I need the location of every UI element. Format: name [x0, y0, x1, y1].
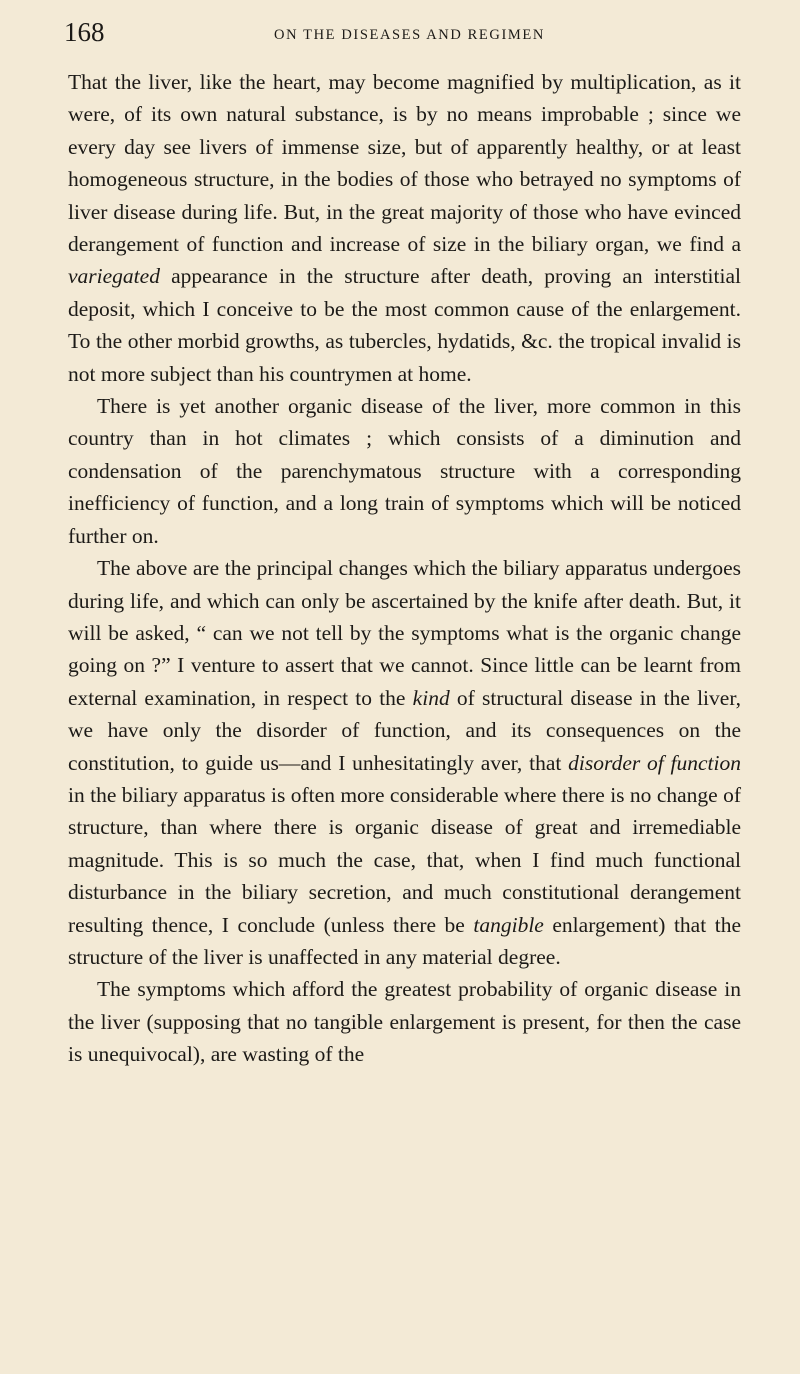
paragraph-text: There is yet another organic disease of the liver, more common in this country than in hot climates ; which consists of a diminution and condensation of the parenchymatous structure with a corresponding inefficiency of function, and a long train of symptoms which will be noticed further on. [68, 394, 741, 548]
paragraph-1 [68, 66, 741, 390]
paragraph-text: in the biliary apparatus is often more considerable where there is no change of structure, than where there is organic disease of great and irremediable magnitude. This is so much the case, that, when I find much functional disturbance in the biliary secretion, and much constitutional derangement resulting thence, I conclude (unless there be [68, 782, 741, 937]
italic-term: variegated [68, 264, 160, 289]
running-title: ON THE DISEASES AND REGIMEN [274, 27, 545, 43]
paragraph-4 [68, 973, 741, 1070]
paragraph-text: The above are the principal changes which the biliary apparatus undergoes during life, and which can only be ascertained by the knife after death. But, it will be asked, “ can we not tell by the symptoms what is the organic change going on ?” I venture to assert that we cannot. Since little can be learnt from external examination, in respect to the [68, 556, 741, 710]
italic-term: disorder of function [568, 750, 742, 775]
running-head [64, 12, 754, 52]
italic-term: tangible [473, 912, 544, 937]
page-number: 168 [64, 17, 105, 47]
paragraph-text: appearance in the structure after death, proving an interstitial deposit, which I conceive to be the most common cause of the enlargement. To the other morbid growths, as tubercles, hydatids, &c. the tropical invalid is not more subject than his countrymen at home. [68, 264, 741, 386]
italic-term: kind [412, 685, 450, 710]
body-text [68, 66, 741, 1071]
paragraph-text: enlargement) that the structure of the liver is unaffected in any material degree. [68, 912, 741, 969]
paragraph-text: of structural disease in the liver, we have only the disorder of function, and its consequences on the constitution, to guide us—and I unhesitatingly aver, that [68, 685, 741, 775]
paragraph-text: The symptoms which afford the greatest probability of organic disease in the liver (supposing that no tangible enlargement is present, for then the case is unequivocal), are wasting of the [68, 977, 741, 1067]
paragraph-3 [68, 552, 741, 973]
paragraph-2 [68, 390, 741, 552]
paragraph-text: That the liver, like the heart, may become magnified by multiplication, as it were, of its own natural substance, is by no means improbable ; since we every day see livers of immense size, but of apparently healthy, or at least homogeneous structure, in the bodies of those who betrayed no symptoms of liver disease during life. But, in the great majority of those who have evinced derangement of function and increase of size in the biliary organ, we find a [68, 70, 741, 257]
